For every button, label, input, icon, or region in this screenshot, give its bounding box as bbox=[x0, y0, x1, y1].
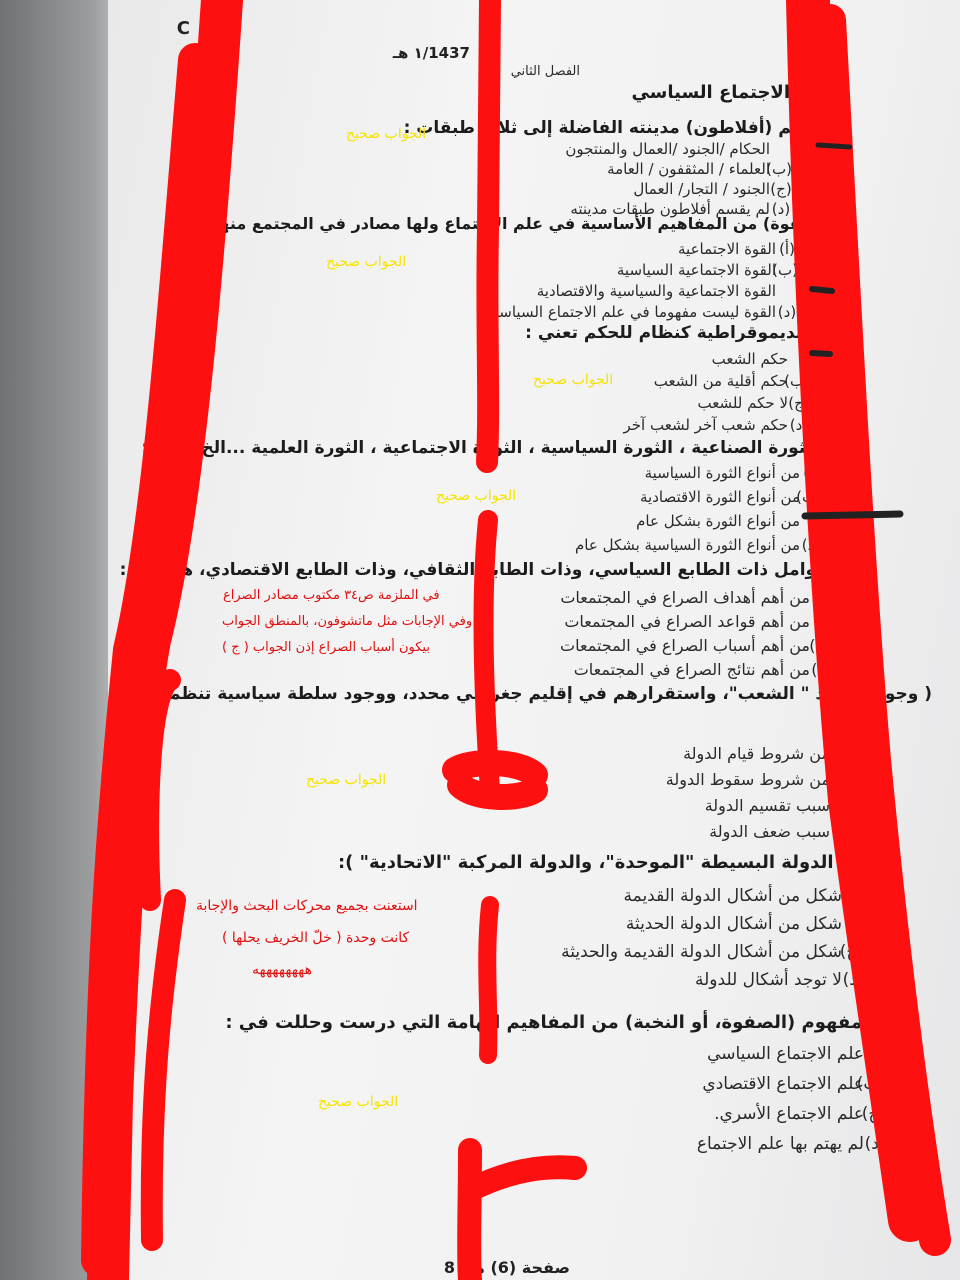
q8-option-b: (ب)علم الاجتماع الاقتصادي bbox=[702, 1074, 886, 1094]
q4-option-b: (ب)من أنواع الثورة الاقتصادية bbox=[640, 488, 822, 506]
q2-option-c: القوة الاجتماعية والسياسية والاقتصادية bbox=[536, 282, 776, 300]
answer-tick-q4 bbox=[805, 514, 900, 516]
annotation-correct-5: الجواب صحيح bbox=[306, 772, 387, 788]
q7-option-c: (ج)شكل من أشكال الدولة القديمة والحديثة bbox=[561, 942, 864, 962]
question-1: قسم (أفلاطون) مدينته الفاضلة إلى ثلاث طبقات : bbox=[403, 118, 820, 138]
exam-date: 1437/١ هـ bbox=[392, 44, 470, 62]
marker-stroke-middle-2 bbox=[484, 520, 490, 790]
q2-option-b: (ب)القوة الاجتماعية السياسية bbox=[616, 261, 798, 279]
q3-option-a: حكم الشعب bbox=[711, 350, 788, 368]
q7-option-d: (د)لا توجد أشكال للدولة bbox=[695, 970, 864, 990]
question-7: ( الدولة البسيطة "الموحدة"، والدولة المركبة "الاتحادية" ): bbox=[337, 852, 848, 873]
q6-option-c: (ج)سبب تقسيم الدولة bbox=[704, 796, 852, 815]
answer-tick-q2 bbox=[812, 289, 832, 291]
q8-option-a: علم الاجتماع السياسي bbox=[707, 1044, 864, 1064]
q5-option-a: (أ)من أهم أهداف الصراع في المجتمعات bbox=[560, 588, 830, 607]
annotation-correct-1: الجواب صحيح bbox=[346, 126, 427, 142]
q5-option-d: (د)من أهم نتائج الصراع في المجتمعات bbox=[573, 660, 831, 679]
annotation-correct-2: الجواب صحيح bbox=[326, 254, 407, 270]
note-1-line-1: في الملزمة ص٣٤ مكتوب مصادر الصراع bbox=[223, 588, 440, 603]
q3-option-d: (د)حكم شعب آخر لشعب آخر bbox=[623, 416, 809, 434]
corner-mark: C bbox=[176, 18, 190, 39]
annotation-correct-3: الجواب صحيح bbox=[533, 372, 614, 388]
subject-title: الاجتماع السياسي bbox=[631, 82, 790, 103]
annotation-correct-4: الجواب صحيح bbox=[436, 488, 517, 504]
q7-option-a: (أ)شكل من أشكال الدولة القديمة bbox=[623, 886, 862, 906]
q7-option-b: شكل من أشكال الدولة الحديثة bbox=[625, 914, 842, 934]
note-1-line-2: وفي الإجابات مثل ماتشوفون، بالمنطق الجواب bbox=[222, 614, 473, 629]
question-8: مفهوم (الصفوة، أو النخبة) من المفاهيم الهامة التي درست وحللت في : bbox=[225, 1012, 862, 1033]
q6-option-d: (د)سبب ضعف الدولة bbox=[709, 822, 851, 841]
q5-option-c: (ج)من أهم أسباب الصراع في المجتمعات bbox=[560, 636, 832, 655]
q2-option-a: (أ)القوة الاجتماعية bbox=[678, 240, 795, 258]
marker-stroke-middle-5 bbox=[469, 1150, 575, 1280]
q6-option-b: (ب)من شروط سقوط الدولة bbox=[665, 770, 852, 789]
note-2-line-3: ههههههههه bbox=[252, 962, 313, 978]
q3-option-c: (ج)لا حكم للشعب bbox=[697, 394, 810, 412]
q1-option-a: الحكام /الجنود /العمال والمنتجون bbox=[565, 140, 770, 158]
q4-option-a: (أ)من أنواع الثورة السياسية bbox=[644, 464, 819, 482]
answer-tick-q3 bbox=[812, 353, 830, 354]
question-6: ( وجود الأفراد " الشعب"، واستقرارهم في إقليم جغرافي محدد، ووجود سلطة سياسية تنظمهم) bbox=[137, 684, 932, 704]
question-6-tail: يعتبر: bbox=[822, 716, 870, 736]
marker-stroke-middle-1 bbox=[487, 0, 490, 462]
question-2: (القوة) من المفاهيم الأساسية في علم الاجتماع ولها مصادر في المجتمع منها: bbox=[206, 214, 820, 233]
q3-option-b: (ب)حكم أقلية من الشعب bbox=[653, 372, 810, 390]
marker-stroke-left-3 bbox=[148, 680, 175, 1240]
q1-option-b: (ب)العلماء / المثقفون / العامة bbox=[607, 160, 792, 178]
q6-option-a: من شروط قيام الدولة bbox=[683, 744, 830, 763]
q2-option-d: (د)القوة ليست مفهوما في علم الاجتماع السياسي bbox=[486, 303, 797, 321]
q5-option-b: من أهم قواعد الصراع في المجتمعات bbox=[564, 612, 810, 631]
question-5: العوامل ذات الطابع السياسي، وذات الطابع الثقافي، وذات الطابع الاقتصادي، هي من : bbox=[119, 560, 838, 580]
note-1-line-3: بيكون أسباب الصراع إذن الجواب ( ج ) bbox=[222, 640, 430, 655]
marker-stroke-middle-4 bbox=[487, 905, 490, 1055]
answer-tick-q1 bbox=[818, 145, 850, 147]
annotation-correct-6: الجواب صحيح bbox=[318, 1094, 399, 1110]
semester-label: الفصل الثاني bbox=[510, 64, 580, 79]
q1-option-c: (ج)الجنود / التجار/ العمال bbox=[633, 180, 792, 198]
q1-option-d: (د)لم يقسم أفلاطون طبقات مدينته bbox=[570, 200, 791, 218]
question-4: الثورة الصناعية ، الثورة السياسية ، الثورة الاجتماعية ، الثورة العلمية ...الخ ، هي : bbox=[141, 438, 818, 458]
q8-option-d: (د)لم يهتم بها علم الاجتماع bbox=[696, 1134, 886, 1154]
q8-option-c: (ج)علم الاجتماع الأسري. bbox=[714, 1104, 886, 1124]
q4-option-d: (د)من أنواع الثورة السياسية بشكل عام bbox=[575, 536, 821, 554]
q4-option-c: من أنواع الثورة بشكل عام bbox=[636, 512, 800, 530]
page-footer: صفحة (6) من 8 bbox=[443, 1258, 570, 1277]
note-2-line-2: كانت وحدة ( خلّ الخريف يحلها ) bbox=[222, 930, 410, 946]
question-3: الديموقراطية كنظام للحكم تعني : bbox=[525, 323, 808, 343]
note-2-line-1: استعنت بجميع محركات البحث والإجابة bbox=[196, 898, 418, 914]
